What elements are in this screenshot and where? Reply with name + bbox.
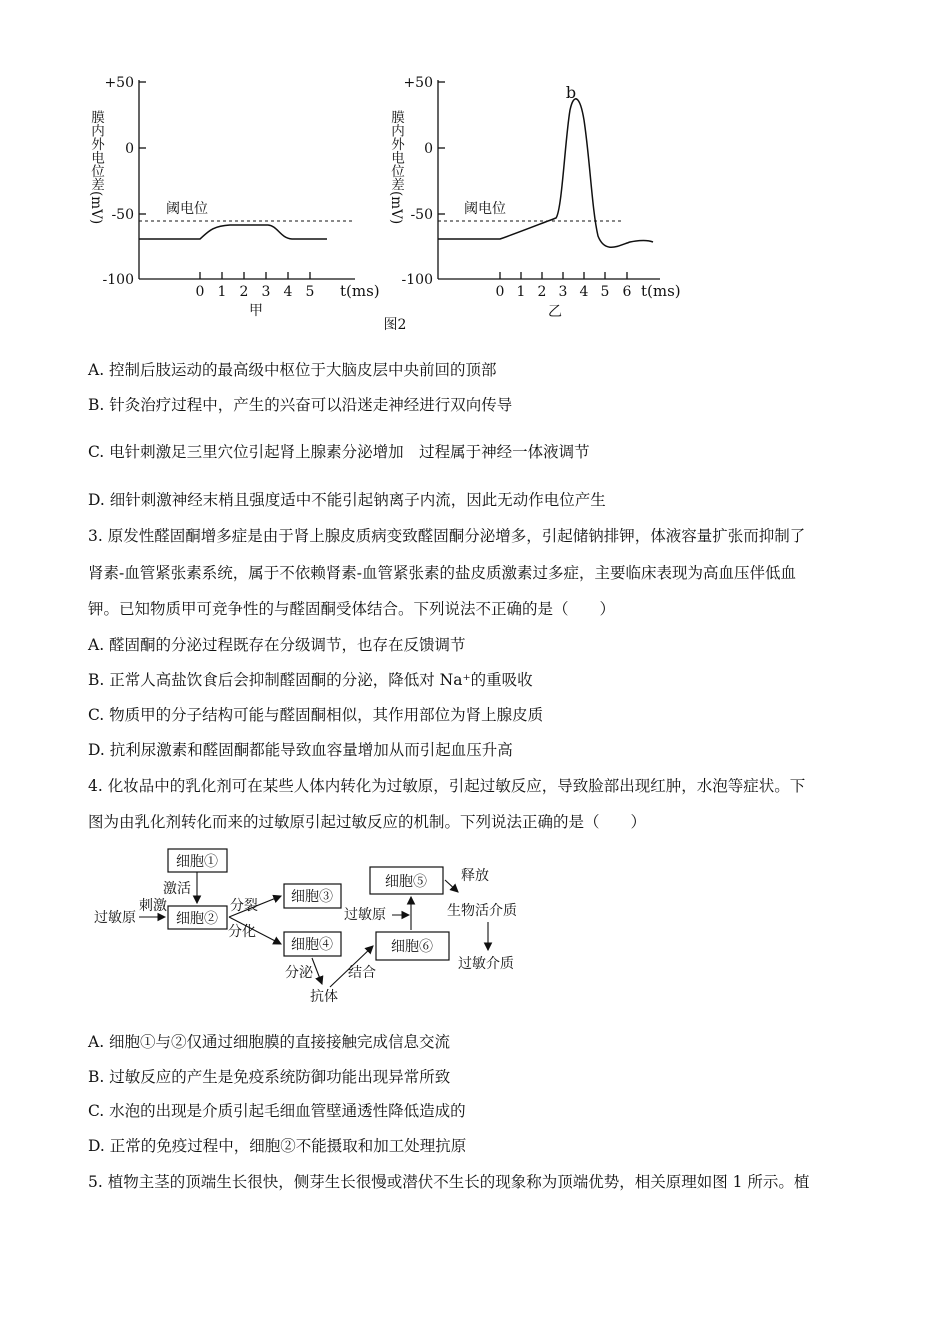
cell2-label: 细胞② <box>176 911 218 927</box>
secrete-label: 分泌 <box>285 965 313 981</box>
antibody-label: 抗体 <box>310 989 338 1005</box>
jia-ytick-m100: -100 <box>102 272 134 288</box>
q4-option-b: B. 过敏反应的产生是免疫系统防御功能出现异常所致 <box>88 1068 451 1086</box>
jia-threshold-label: 阈电位 <box>166 201 208 217</box>
allergy-mechanism-diagram <box>0 840 950 1020</box>
activate-label: 激活 <box>163 881 191 897</box>
q4-option-c: C. 水泡的出现是介质引起毛细血管壁通透性降低造成的 <box>88 1102 466 1120</box>
yi-ytick-m100: -100 <box>401 272 433 288</box>
yi-peak-label: b <box>565 83 577 102</box>
jia-xtick-1: 1 <box>217 284 227 300</box>
yi-xtick-4: 4 <box>579 284 589 300</box>
jia-ytick-0: 0 <box>125 141 134 157</box>
yi-label: 乙 <box>548 304 562 320</box>
figure-2-caption: 图2 <box>383 317 407 333</box>
cell4-label: 细胞④ <box>291 937 333 953</box>
q3-stem-line-3: 钾。已知物质甲可竞争性的与醛固酮受体结合。下列说法不正确的是（ ） <box>88 600 616 618</box>
q2-option-a: A. 控制后肢运动的最高级中枢位于大脑皮层中央前回的顶部 <box>88 361 497 379</box>
release-label: 释放 <box>461 868 489 884</box>
jia-curve <box>139 225 327 239</box>
jia-label: 甲 <box>249 303 263 319</box>
cell6-label: 细胞⑥ <box>391 939 433 955</box>
yi-ylabel: 膜内外电位差(mV) <box>388 110 404 225</box>
q4-option-a: A. 细胞①与②仅通过细胞膜的直接接触完成信息交流 <box>88 1033 451 1051</box>
figure-2 <box>0 0 950 340</box>
cell1-label: 细胞① <box>176 854 218 870</box>
yi-xtick-5: 5 <box>600 284 610 300</box>
q4-option-d: D. 正常的免疫过程中，细胞②不能摄取和加工处理抗原 <box>88 1137 467 1155</box>
jia-xtick-0: 0 <box>195 284 205 300</box>
yi-curve <box>438 99 653 247</box>
q2-option-d: D. 细针刺激神经末梢且强度适中不能引起钠离子内流，因此无动作电位产生 <box>88 491 606 509</box>
jia-ytick-p50: +50 <box>104 75 134 91</box>
yi-xlabel: t(ms) <box>641 282 681 300</box>
q3-stem-line-1: 3. 原发性醛固酮增多症是由于肾上腺皮质病变致醛固酮分泌增多，引起储钠排钾，体液容量扩张而抑制了 <box>88 527 806 545</box>
cell5-label: 细胞⑤ <box>385 874 427 890</box>
differentiate-label: 分化 <box>228 924 256 940</box>
jia-xtick-2: 2 <box>239 284 249 300</box>
jia-xtick-3: 3 <box>261 284 271 300</box>
yi-xtick-2: 2 <box>537 284 547 300</box>
yi-xtick-1: 1 <box>516 284 526 300</box>
q4-stem-line-1: 4. 化妆品中的乳化剂可在某些人体内转化为过敏原，引起过敏反应，导致脸部出现红肿，水泡等症状。下 <box>88 777 806 795</box>
yi-ytick-p50: +50 <box>403 75 433 91</box>
q2-option-b: B. 针灸治疗过程中，产生的兴奋可以沿迷走神经进行双向传导 <box>88 396 513 414</box>
yi-xtick-6: 6 <box>622 284 632 300</box>
yi-ytick-0: 0 <box>424 141 433 157</box>
graph-jia <box>103 75 380 319</box>
q3-option-d: D. 抗利尿激素和醛固酮都能导致血容量增加从而引起血压升高 <box>88 741 513 759</box>
yi-ytick-m50: -50 <box>410 207 433 223</box>
bioactive-label: 生物活介质 <box>447 903 517 919</box>
allergen2-label: 过敏原 <box>344 907 386 923</box>
q4-stem-line-2: 图为由乳化剂转化而来的过敏原引起过敏反应的机制。下列说法正确的是（ ） <box>88 813 647 831</box>
jia-xtick-4: 4 <box>283 284 293 300</box>
divide-label: 分裂 <box>230 898 258 914</box>
yi-xtick-0: 0 <box>495 284 505 300</box>
q2-option-c: C. 电针刺激足三里穴位引起肾上腺素分泌增加 过程属于神经一体液调节 <box>88 443 590 461</box>
jia-xtick-5: 5 <box>305 284 315 300</box>
jia-ytick-m50: -50 <box>111 207 134 223</box>
yi-threshold-label: 阈电位 <box>464 201 506 217</box>
allergy-mediator-label: 过敏介质 <box>458 956 514 972</box>
jia-ylabel: 膜内外电位差(mV) <box>88 110 104 225</box>
q3-option-c: C. 物质甲的分子结构可能与醛固酮相似，其作用部位为肾上腺皮质 <box>88 706 544 724</box>
jia-xlabel: t(ms) <box>340 282 380 300</box>
q3-option-b: B. 正常人高盐饮食后会抑制醛固酮的分泌，降低对 Na⁺的重吸收 <box>88 671 533 689</box>
allergen-label: 过敏原 <box>94 910 136 926</box>
graph-yi <box>402 75 681 320</box>
bind-label: 结合 <box>348 965 376 981</box>
q5-stem-line-1: 5. 植物主茎的顶端生长很快，侧芽生长很慢或潜伏不生长的现象称为顶端优势，相关原理如图 1 所示。植 <box>88 1173 810 1191</box>
stimulate-label: 刺激 <box>139 898 167 914</box>
q3-option-a: A. 醛固酮的分泌过程既存在分级调节，也存在反馈调节 <box>88 636 466 654</box>
cell3-label: 细胞③ <box>291 889 333 905</box>
q3-stem-line-2: 肾素-血管紧张素系统，属于不依赖肾素-血管紧张素的盐皮质激素过多症，主要临床表现为高血压伴低血 <box>88 564 796 582</box>
yi-xtick-3: 3 <box>558 284 568 300</box>
